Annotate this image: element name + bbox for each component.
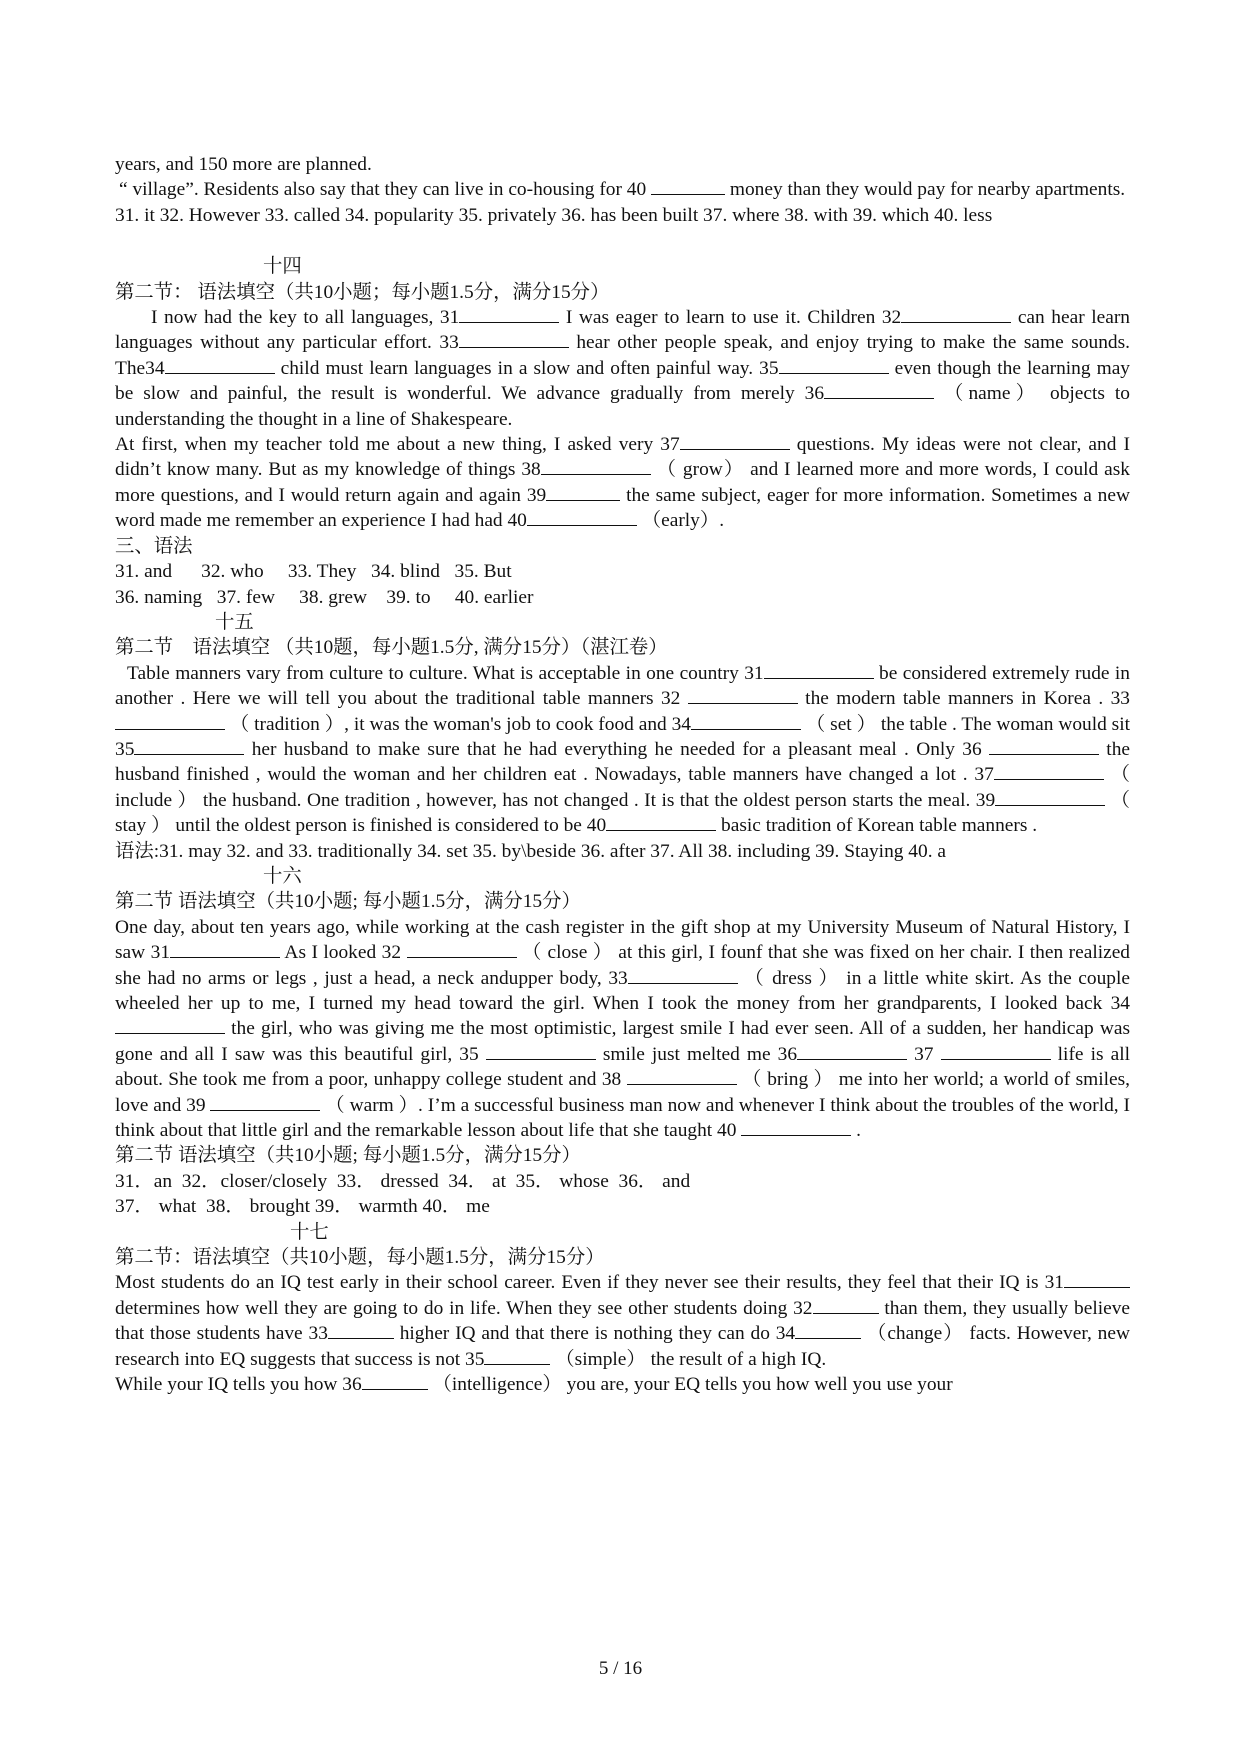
blank-39[interactable] [546, 484, 620, 501]
text: （ close ） at this girl, I founf that she was fixed on her chair. I then realized she had no arms or legs , just a head, a neck andupper body, 33 [115, 942, 1130, 989]
text: higher IQ and that there is nothing they can do 34 [393, 1323, 796, 1345]
text: Most students do an IQ test early in their school career. Even if they never see their results, they feel that their IQ is 31 [115, 1272, 1064, 1294]
blank-38[interactable] [627, 1068, 737, 1085]
blank-33[interactable] [328, 1322, 394, 1339]
answer-label-14: 三、语法 [115, 535, 193, 557]
blank-31[interactable] [170, 941, 280, 958]
text: （ bring ） me into her world; a world of smiles, love and 39 [115, 1069, 1130, 1116]
text: （ stay ） until the oldest person is finished is considered to be 40 [115, 789, 1130, 837]
answer-key-14-line-1: 31. and 32. who 33. They 34. blind 35. But [115, 561, 512, 583]
blank-36[interactable] [797, 1043, 907, 1060]
passage-14-paragraph-1 [115, 305, 1130, 432]
section-number-14: 十四 [263, 256, 302, 278]
blank-32[interactable] [407, 941, 517, 958]
section-heading-15: 第二节 语法填空 （共10题，每小题1.5分, 满分15分）（湛江卷） [115, 637, 668, 659]
blank-33[interactable] [628, 967, 738, 984]
section-number-16: 十六 [263, 865, 302, 887]
text: （ tradition ）, it was the woman's job to cook food and 34 [225, 713, 691, 735]
blank-34[interactable] [691, 713, 801, 730]
answer-key-13 [115, 203, 1130, 228]
text: the girl, who was giving me the most optimistic, largest smile I had ever seen. All of a sudden, her handicap was gone and all I saw was this beautiful girl, 35 [115, 1018, 1130, 1065]
passage-14-paragraph-2 [115, 432, 1130, 534]
text: （name） objects to understanding the thought in a line of Shakespeare. [115, 383, 1130, 430]
section-number-15: 十五 [215, 611, 254, 633]
answer-heading-16: 第二节 语法填空（共10小题; 每小题1.5分，满分15分） [115, 1145, 581, 1167]
blank-37[interactable] [680, 433, 790, 450]
text: While your IQ tells you how 36 [115, 1374, 362, 1396]
blank-33[interactable] [115, 713, 225, 730]
text: smile just melted me 36 [595, 1043, 798, 1065]
text: the modern table manners in Korea . 33 [797, 688, 1130, 710]
text: I was eager to learn to use it. Children 32 [559, 307, 902, 329]
text: （change） facts. However, new research into EQ suggests that success is not 35 [115, 1323, 1130, 1370]
blank-37[interactable] [994, 763, 1104, 780]
text: Table manners vary from culture to culture. What is acceptable in one country 31 [127, 662, 764, 684]
answer-key-16-line-2: 37． what 38． brought 39． warmth 40． me [115, 1196, 490, 1218]
passage-15 [115, 661, 1130, 839]
blank-34[interactable] [165, 357, 275, 374]
text: I now had the key to all languages, 31 [151, 307, 460, 329]
blank-38[interactable] [541, 458, 651, 475]
text: （ include ） the husband. One tradition , however, has not changed . It is that the oldest person starts the meal. 39 [115, 764, 1130, 811]
text: money than they would pay for nearby apartments. [725, 179, 1126, 201]
text: determines how well they are going to do in life. When they see other students doing 32 [115, 1297, 813, 1319]
blank-32[interactable] [901, 306, 1011, 323]
text: years, and 150 more are planned. [115, 154, 372, 175]
blank-40[interactable] [606, 814, 716, 831]
text: （ grow） and I learned more and more words, I could ask more questions, and I would return again and again 39 [115, 459, 1130, 506]
text: the same subject, eager for more information. Sometimes a new word made me remember an experience I had had 40 [115, 484, 1130, 532]
passage-17-paragraph-1 [115, 1270, 1130, 1372]
document-page [115, 152, 1130, 1398]
text: hear other people speak, and enjoy trying to make the same sounds. The34 [115, 332, 1130, 379]
blank-40[interactable] [741, 1119, 851, 1136]
text: can hear learn languages without any particular effort. 33 [115, 307, 1130, 354]
text: her husband to make sure that he had everything he needed for a pleasant meal . Only 36 [244, 738, 989, 760]
text: （simple） the result of a high IQ. [550, 1348, 827, 1370]
section-heading-14: 第二节： 语法填空（共10小题；每小题1.5分，满分15分） [115, 281, 610, 303]
blank-40[interactable] [527, 509, 637, 526]
text: 31. it 32. However 33. called 34. popularity 35. privately 36. has been built 37. where 38. with 39. which 40. less [115, 204, 993, 226]
text: the husband finished , would the woman and her children eat . Nowadays, table manners have changed a lot . 37 [115, 738, 1130, 786]
text: basic tradition of Korean table manners . [716, 815, 1038, 837]
page-number: 5 / 16 [598, 1658, 643, 1679]
blank-39[interactable] [210, 1094, 320, 1111]
text: than them, they usually believe that those students have 33 [115, 1297, 1131, 1345]
intro-line-1 [115, 152, 1130, 177]
section-heading-17: 第二节：语法填空（共10小题，每小题1.5分，满分15分） [115, 1247, 605, 1269]
blank-35[interactable] [779, 357, 889, 374]
blank-36[interactable] [362, 1373, 428, 1390]
text: child must learn languages in a slow and often painful way. 35 [274, 357, 779, 379]
text: （ set ） the table . The woman would sit 35 [115, 713, 1130, 760]
text: One day, about ten years ago, while working at the cash register in the gift shop at my University Museum of Natural History, I saw 31 [115, 916, 1130, 964]
blank-40[interactable] [651, 178, 725, 195]
text: （intelligence） you are, your EQ tells you how well you use your [427, 1374, 953, 1396]
text: be considered extremely rude in another . Here we will tell you about the traditional table manners 32 [115, 662, 1131, 710]
blank-37[interactable] [941, 1043, 1051, 1060]
text: At first, when my teacher told me about a new thing, I asked very 37 [115, 434, 680, 456]
blank-34[interactable] [115, 1017, 225, 1034]
blank-35[interactable] [134, 738, 244, 755]
blank-34[interactable] [795, 1322, 861, 1339]
text: （ dress ） in a little white skirt. As the couple wheeled her up to me, I turned my head toward the girl. When I took the money from her grandparents, I looked back 34 [115, 967, 1130, 1014]
answer-key-16-line-1: 31．an 32．closer/closely 33． dressed 34． at 35． whose 36． and [115, 1170, 691, 1192]
text: “ village”. Residents also say that they can live in co-housing for 40 [119, 179, 652, 201]
blank-36[interactable] [824, 382, 934, 399]
blank-32[interactable] [688, 687, 798, 704]
section-heading-16: 第二节 语法填空（共10小题; 每小题1.5分，满分15分） [115, 891, 581, 913]
blank-31[interactable] [1064, 1271, 1130, 1288]
answer-key-14-line-2: 36. naming 37. few 38. grew 39. to 40. earlier [115, 586, 534, 608]
section-number-17: 十七 [290, 1221, 329, 1243]
text: questions. My ideas were not clear, and I didn’t know many. But as my knowledge of things 38 [115, 434, 1130, 481]
blank-33[interactable] [459, 331, 569, 348]
text: 37 [907, 1043, 941, 1065]
blank-35[interactable] [484, 1348, 550, 1365]
blank-39[interactable] [995, 789, 1105, 806]
blank-32[interactable] [813, 1297, 879, 1314]
blank-31[interactable] [459, 306, 559, 323]
blank-35[interactable] [486, 1043, 596, 1060]
text: . [851, 1120, 861, 1142]
passage-16 [115, 915, 1130, 1144]
passage-17-paragraph-2 [115, 1372, 1130, 1397]
intro-paragraph [115, 177, 1130, 202]
text: even though the learning may be slow and painful, the result is wonderful. We advance gradually from merely 36 [115, 357, 1130, 405]
answer-key-15: 语法:31. may 32. and 33. traditionally 34. set 35. by\beside 36. after 37. All 38. including 39. Staying 40. a [115, 840, 946, 862]
text: （early）. [636, 510, 725, 532]
blank-31[interactable] [764, 662, 874, 679]
blank-36[interactable] [989, 738, 1099, 755]
text: As I looked 32 [280, 942, 407, 964]
text: （ warm ）. I’m a successful business man now and whenever I think about the troubles of the world, I think about that little girl and the remarkable lesson about life that she taught 40 [115, 1094, 1130, 1142]
text: life is all about. She took me from a poor, unhappy college student and 38 [115, 1043, 1130, 1091]
